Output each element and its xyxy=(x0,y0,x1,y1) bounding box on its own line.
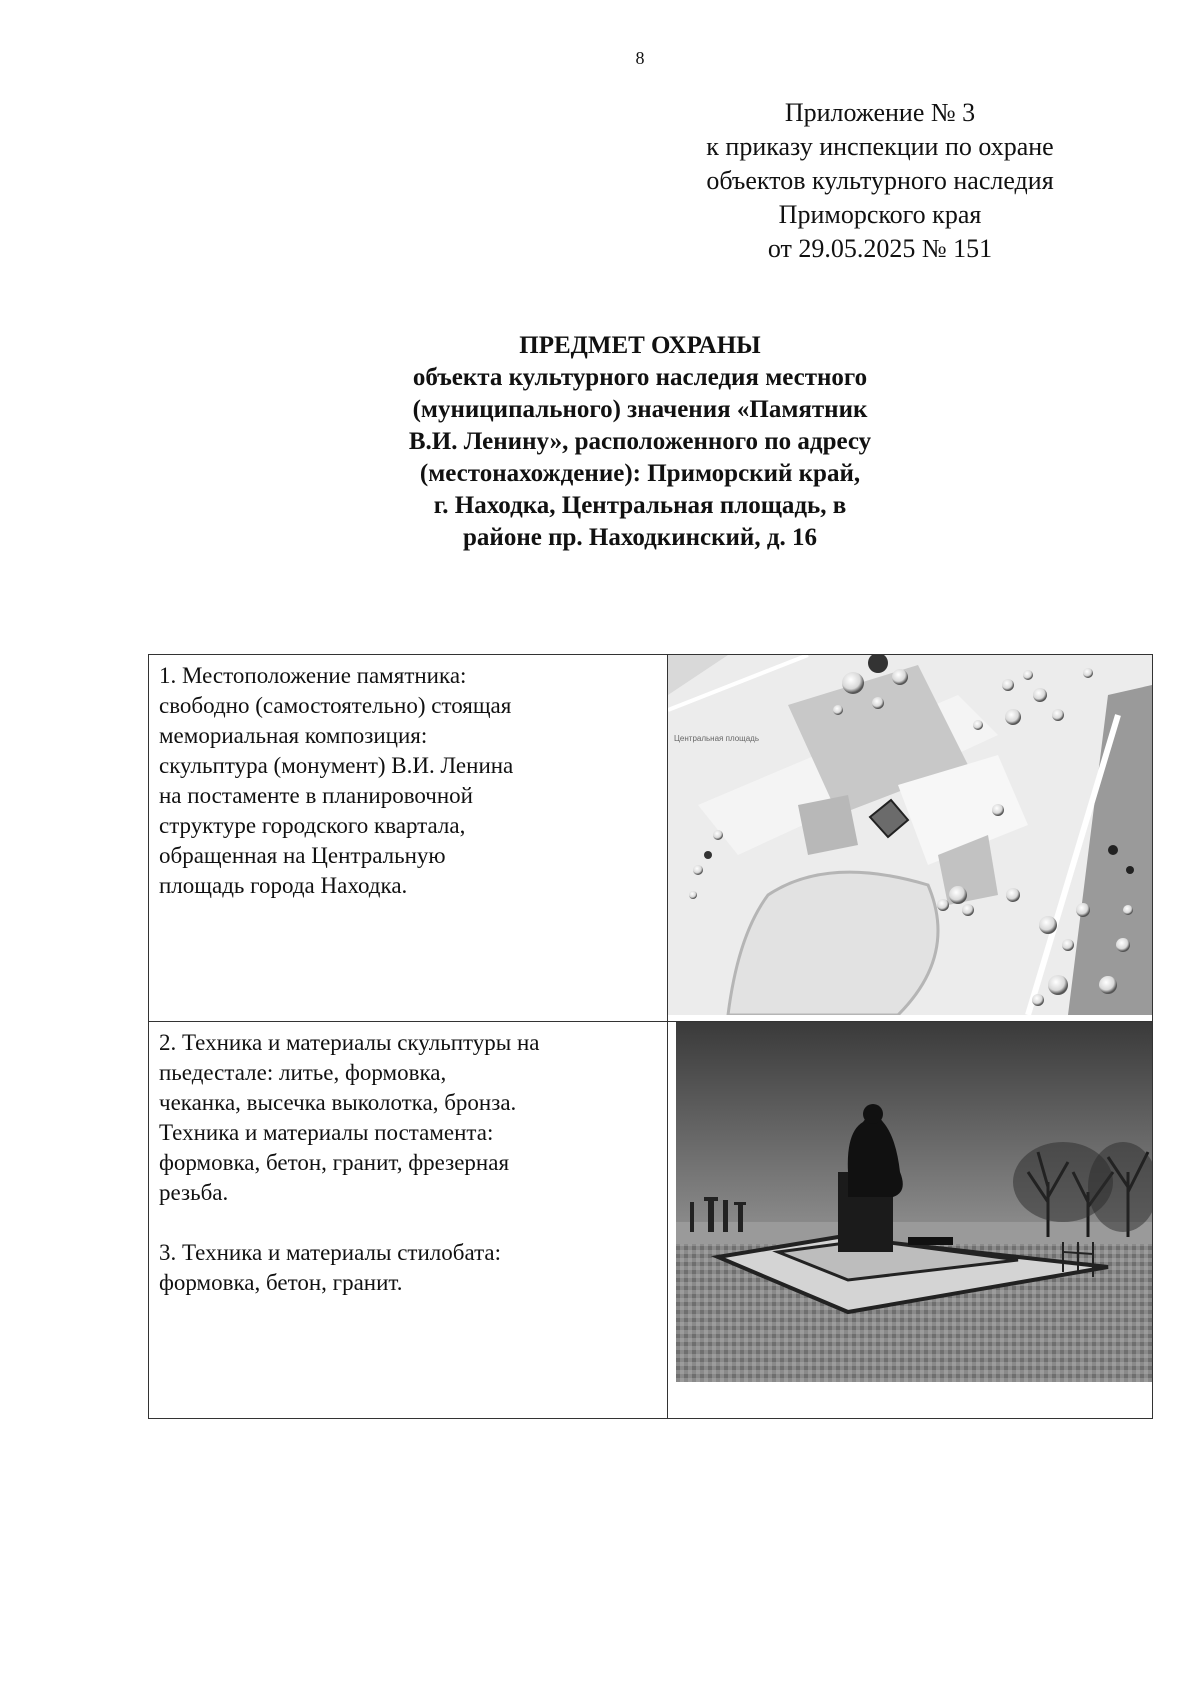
title-line: районе пр. Находкинский, д. 16 xyxy=(463,524,817,551)
location-map-cell xyxy=(668,655,1153,1022)
appendix-line: Приморского края xyxy=(778,200,982,229)
text-line: структуре городского квартала, xyxy=(159,813,466,838)
text-line: резьба. xyxy=(159,1180,229,1205)
text-line: 1. Местоположение памятника: xyxy=(159,663,467,688)
text-line: формовка, бетон, гранит. xyxy=(159,1270,403,1295)
map-street-label: Центральная площадь xyxy=(674,734,760,743)
text-line: мемориальная композиция: xyxy=(159,723,428,748)
appendix-line: от 29.05.2025 № 151 xyxy=(767,234,993,263)
table-row xyxy=(149,1022,1153,1419)
monument-photo xyxy=(668,1022,1152,1412)
text-line: обращенная на Центральную xyxy=(159,843,446,868)
text-line: формовка, бетон, гранит, фрезерная xyxy=(159,1150,510,1175)
title-line: (местонахождение): Приморский край, xyxy=(419,460,861,487)
text-line: площадь города Находка. xyxy=(159,873,408,898)
title-line: объекта культурного наследия местного xyxy=(412,364,868,391)
text-line: на постаменте в планировочной xyxy=(159,783,473,808)
location-map xyxy=(668,655,1152,1015)
materials-description xyxy=(149,1022,668,1419)
appendix-line: объектов культурного наследия xyxy=(706,166,1054,195)
appendix-line: к приказу инспекции по охране xyxy=(706,132,1054,161)
text-line: пьедестале: литье, формовка, xyxy=(159,1060,447,1085)
document-title xyxy=(320,330,960,554)
text-line: свободно (самостоятельно) стоящая xyxy=(159,693,512,718)
title-line: г. Находка, Центральная площадь, в xyxy=(433,492,847,519)
title-line: В.И. Ленину», расположенного по адресу xyxy=(408,428,872,455)
title-line: ПРЕДМЕТ ОХРАНЫ xyxy=(519,332,761,359)
appendix-header xyxy=(700,96,1060,266)
location-description xyxy=(149,655,668,1022)
paragraph-gap xyxy=(159,1208,657,1238)
text-line: 2. Техника и материалы скульптуры на xyxy=(159,1030,540,1055)
monument-photo-cell xyxy=(668,1022,1153,1419)
text-line: чеканка, высечка выколотка, бронза. xyxy=(159,1090,517,1115)
page-number: 8 xyxy=(635,48,645,68)
protection-table xyxy=(148,654,1153,1419)
table-row xyxy=(149,655,1153,1022)
text-line: скульптура (монумент) В.И. Ленина xyxy=(159,753,514,778)
appendix-line: Приложение № 3 xyxy=(784,98,976,127)
text-line: Техника и материалы постамента: xyxy=(159,1120,494,1145)
text-line: 3. Техника и материалы стилобата: xyxy=(159,1240,502,1265)
title-line: (муниципального) значения «Памятник xyxy=(412,396,868,423)
